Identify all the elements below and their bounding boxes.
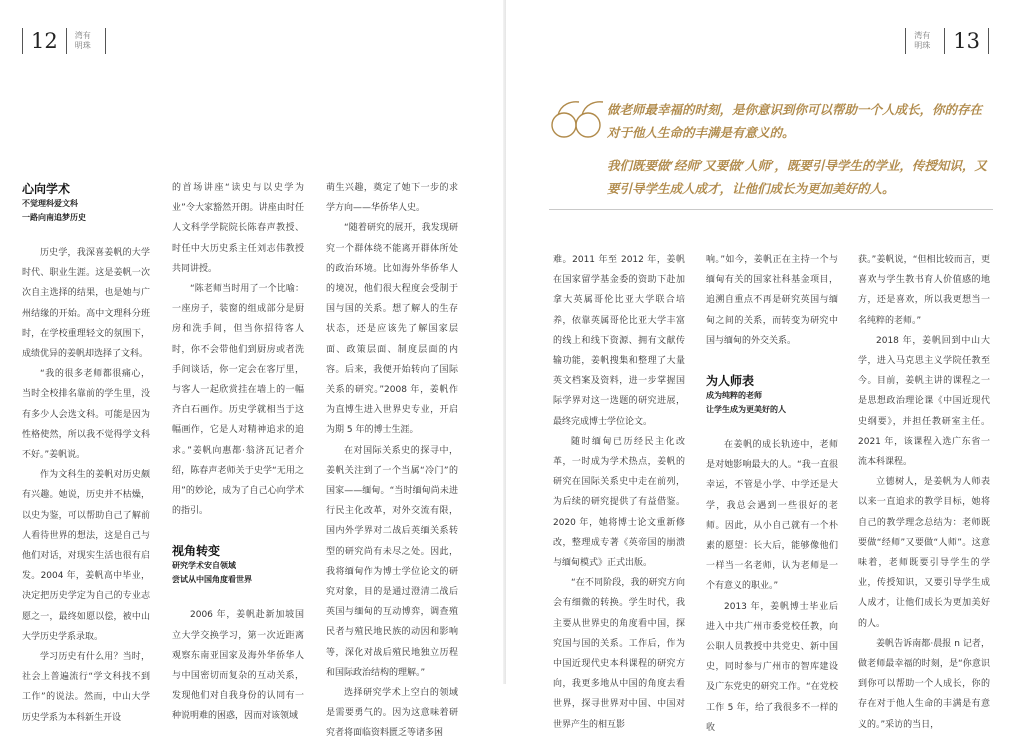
column-5 [706,250,838,738]
paragraph: 响。”如今，姜帆正在主持一个与缅甸有关的国家社科基金项目，追溯自重点不再是研究英国与缅甸之间的关系，而转变为研究中国与缅甸的外交关系。 [706,255,838,346]
paragraph: 随时缅甸已历经民主化改革，一时成为学术热点，姜帆的研究在国际关系史中走在前列，为后续的研究提供了有益借鉴。2020 年，她将博士论文重新修改，整理成专著《英帝国的崩溃与缅甸模式》正式出版。 [553,436,685,569]
paragraph: 作为文科生的姜帆对历史颇有兴趣。她说，历史并不枯燥，以史为鉴，可以帮助自己了解前人看待世界的想法，这是自己与他们对话，对现实生活也很有启发。2004 年，姜帆高中毕业，决定把历史学定为自己的专业志愿之一，最终如愿以偿，被中山大学历史学系录取。 [22,470,150,642]
paragraph: 2006 年，姜帆赴新加坡国立大学交换学习，第一次近距离观察东南亚国家及海外华侨华人与中国密切而复杂的互动关系，发现他们对自我身份的认同有一种说明难的困惑，因而对该领域 [172,610,304,722]
section-title-3: 为人师表 [706,374,755,389]
page-number-right: 13 [953,29,980,53]
left-folio [22,28,106,54]
section-subtitle: 成为纯粹的老师 [706,391,762,401]
paragraph: 2013 年，姜帆博士毕业后进入中共广州市委党校任教，向公职人员教授中共党史、新中国史，同时参与广州市的智库建设及广东党史的研究工作。“在党校工作 5 年，给了我很多不一样的收 [706,601,838,733]
section-title-1: 心向学术 [22,182,71,196]
section-subtitle: 研究学术安自领域 [172,561,236,571]
paragraph: 学习历史有什么用？当时，社会上普遍流行“学文科找不到工作”的说法。然而，中山大学历史学系为本科新生开设 [22,652,150,723]
column-4 [553,250,685,735]
folio-brand: 湾有明珠 [74,31,91,50]
quote-line-1: 做老师最幸福的时刻，是你意识到你可以帮助一个人成长，你的存在对于他人生命的丰满是有意义的。 [607,102,983,140]
paragraph: “在不同阶段，我的研究方向会有细微的转换。学生时代，我主要从世界史的角度看中国，探究国与国的关系。工作后，作为中国近现代史本科课程的研究方向，我更多地从中国的角度去看世界，探寻世界对中国、中国对世界产生的相互影 [553,578,685,730]
page-number-left: 12 [31,29,58,53]
paragraph: 立德树人，是姜帆为人师表以来一直追求的教学目标，她将自己的教学理念总结为：老师既要做“经师”又要做“人师”。这意味着，老师既要引导学生的学业，传授知识，又要引导学生成人成才，让他们成长为更加美好的人。 [858,477,990,629]
paragraph: “随着研究的展开，我发现研究一个群体绕不能离开群体所处的政治环境。比如海外华侨华人的境况，他们很大程度会受制于国与国的关系。想了解人的生存状态，还是应该先了解国家层面、政策层面、制度层面的内容。后来，我便开始转向了国际关系的研究。”2008 年，姜帆作为直博生进入世界史专业，开启为期 5 年的博士生涯。 [326,223,458,436]
left-page [0,0,505,739]
column-2 [172,178,304,727]
folio-brand: 湾有明珠 [914,31,931,50]
paragraph: 2018 年，姜帆回到中山大学，进入马克思主义学院任教至今。目前，姜帆主讲的课程之一是思想政治理论课《中国近现代史纲要》，并担任教研室主任。2021 年，该课程入选广东省一流本科课程。 [858,335,990,468]
paragraph: “我的很多老师都很痛心，当时全校排名靠前的学生里，没有多少人会选文科。可能是因为性格使然，所以我不觉得学文科不好。”姜帆说。 [22,369,150,461]
paragraph: 的首场讲座“读史与以史学为业”令大家豁然开朗。讲座由时任人文科学学院院长陈春声教授、时任中大历史系主任刘志伟教授共同讲授。 [172,183,304,274]
quote-divider [549,209,993,210]
paragraph: 在对国际关系史的探寻中，姜帆关注到了一个当属“冷门”的国家——缅甸。“当时缅甸尚未进行民主化改革，对外交流有限，国内外学界对二战后英缅关系转型的研究尚有未尽之处。因此，我将缅甸作为博士学位论文的研究对象，目的是通过澄清二战后英国与缅甸的互动博弈，调查殖民者与殖民地民族的动因和影响等，深化对战后殖民地独立历程和国际政治结构的理解。” [326,445,458,678]
section-subtitle: 让学生成为更美好的人 [706,405,786,415]
paragraph: 获。”姜帆说，“但相比较而言，更喜欢与学生教书育人价值感的地方，还是喜欢，所以我更想当一名纯粹的老师。” [858,255,990,326]
column-1 [22,181,150,728]
section-subtitle: 不觉理科爱文科 [22,199,78,208]
paragraph: 历史学，我深喜姜帆的大学时代、职业生涯。这是姜帆一次次自主选择的结果，也是她与广州结缘的开始。高中文理科分班时，在学校重理轻文的氛围下，成绩优异的姜帆却选择了文科。 [22,248,150,360]
folio-divider [105,28,106,54]
pull-quote [549,98,993,200]
section-title-2: 视角转变 [172,544,221,559]
column-6 [858,250,990,735]
right-folio [905,28,989,54]
quote-mark-icon [549,98,607,142]
paragraph: 萌生兴趣，奠定了她下一步的求学方向——华侨华人史。 [326,183,458,214]
paragraph: 难。2011 年至 2012 年，姜帆在国家留学基金委的资助下赴加拿大英属哥伦比亚大学联合培养，依靠英属哥伦比亚大学丰富的线上和线下资源、拥有文献传输功能，姜帆搜集和整理了大量英文档案及资料，进一步掌握国际学界对这一选题的研究进展，最终完成博士学位论文。 [553,255,685,427]
paragraph: 选择研究学术上空白的领域是需要勇气的。因为这意味着研究者将面临资料匮乏等诸多困 [326,688,458,739]
folio-divider [988,28,989,54]
section-subtitle: 一路向南追梦历史 [22,213,86,222]
section-subtitle: 尝试从中国角度看世界 [172,575,252,585]
paragraph: 在姜帆的成长轨迹中，老师是对她影响最大的人。“我一直很幸运，不管是小学、中学还是大学，我总会遇到一些很好的老师。因此，从小自己就有一个朴素的愿望：长大后，能够像他们一样当一名老师，认为老师是一个有意义的职业。” [706,440,838,592]
column-3 [326,178,458,744]
paragraph: 姜帆告诉南都·晨报 n 记者，做老师最幸福的时刻，是“你意识到你可以帮助一个人成长，你的存在对于他人生命的丰满是有意义的。”采访的当日， [858,638,990,730]
quote-line-2: 我们既要做‘经师’又要做‘人师’，既要引导学生的学业，传授知识，又要引导学生成人成才，让他们成长为更加美好的人。 [607,158,987,196]
paragraph: “陈老师当时用了一个比喻：一座房子，装窗的组成部分是厨房和洗手间，但当你招待客人时，你不会带他们到厨房或者洗手间谈话，你一定会在客厅里，与客人一起欣赏挂在墙上的一幅齐白石画作。历史学就相当于这幅画作，它是人对精神追求的追求。”姜帆向惠都·翁济瓦记者介绍，陈春声老师关于史学“无用之用”的妙论，成为了自己心向学术的指引。 [172,284,304,517]
